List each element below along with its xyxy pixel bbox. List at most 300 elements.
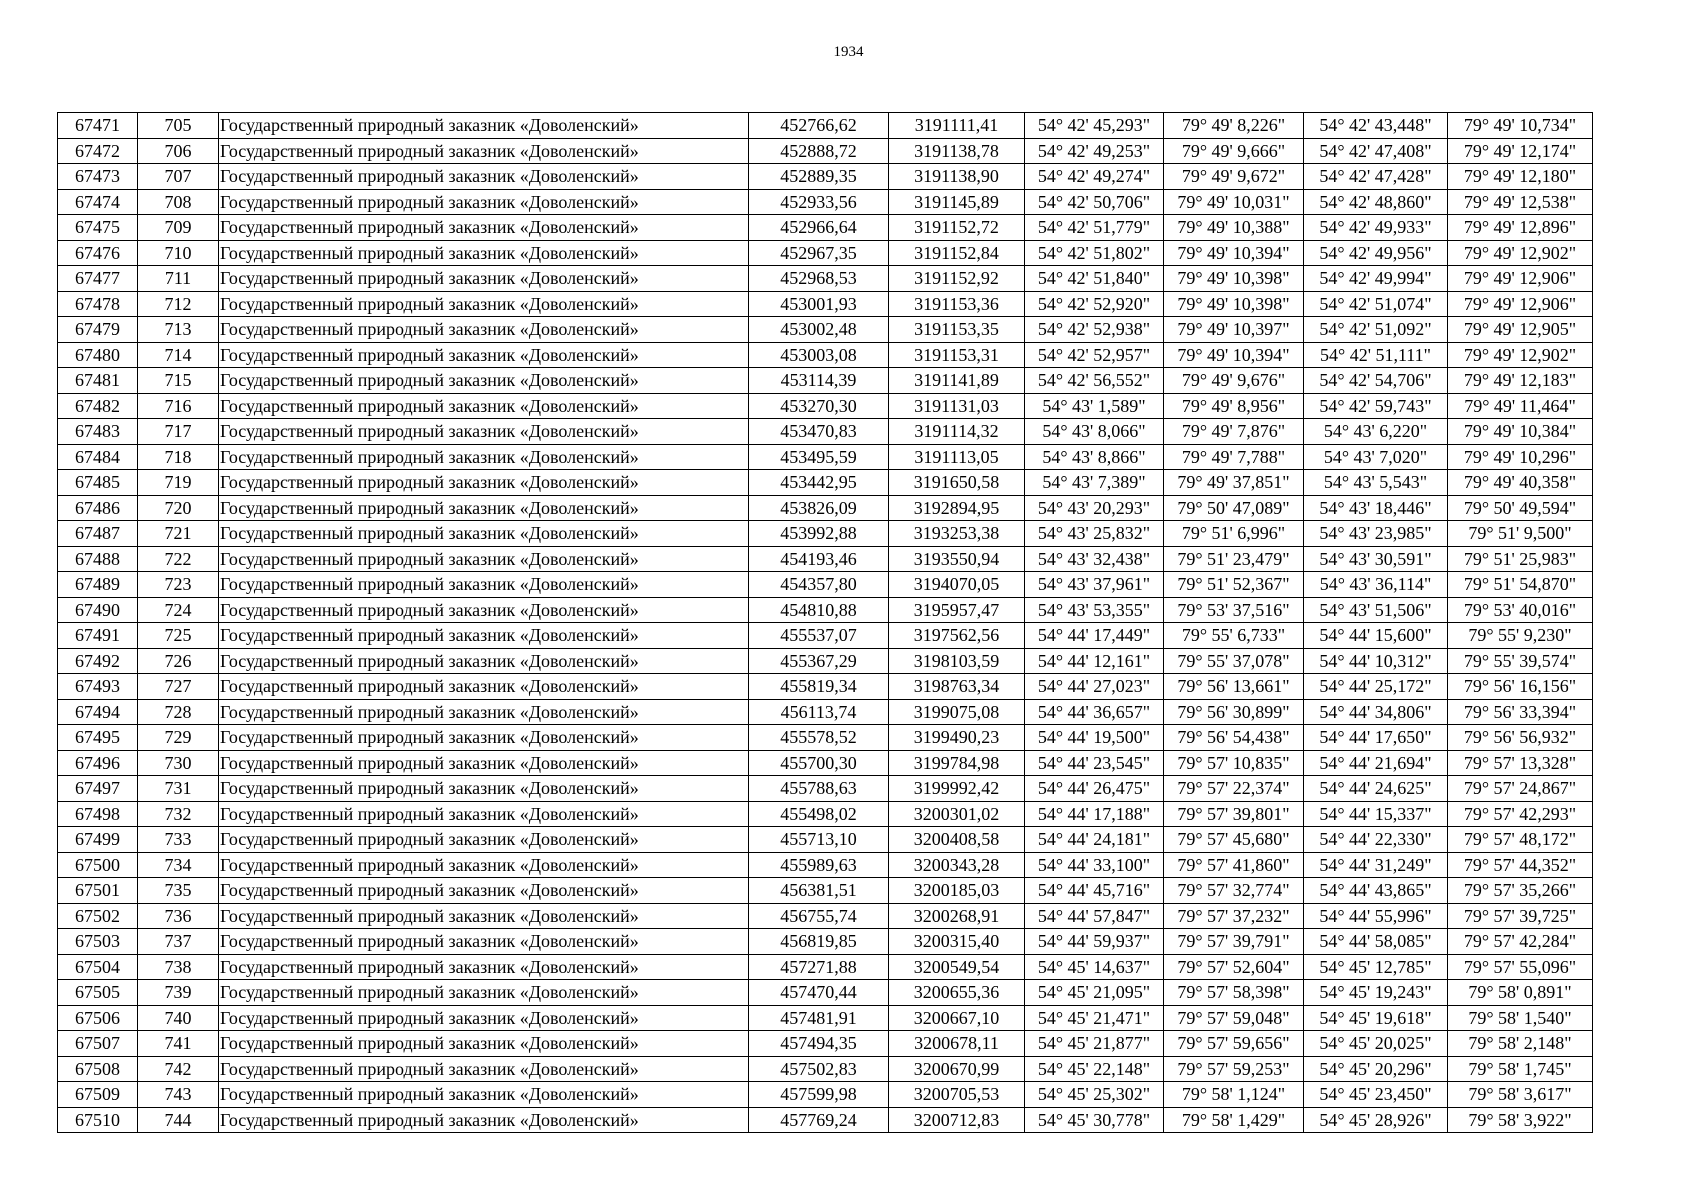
latitude-2-cell: 54° 42' 49,994" bbox=[1304, 266, 1448, 292]
latitude-2-cell: 54° 43' 23,985" bbox=[1304, 521, 1448, 547]
record-number-cell: 67476 bbox=[58, 240, 138, 266]
table-row bbox=[58, 495, 1593, 521]
latitude-2-cell: 54° 45' 28,926" bbox=[1304, 1107, 1448, 1133]
longitude-1-cell: 79° 57' 32,774" bbox=[1164, 878, 1304, 904]
latitude-1-cell: 54° 42' 56,552" bbox=[1025, 368, 1164, 394]
point-number-cell: 727 bbox=[138, 674, 219, 700]
latitude-1-cell: 54° 45' 21,095" bbox=[1025, 980, 1164, 1006]
longitude-2-cell: 79° 57' 35,266" bbox=[1448, 878, 1593, 904]
coord-y-cell: 3198763,34 bbox=[889, 674, 1025, 700]
coord-x-cell: 455713,10 bbox=[749, 827, 889, 853]
latitude-2-cell: 54° 43' 18,446" bbox=[1304, 495, 1448, 521]
longitude-1-cell: 79° 49' 9,666" bbox=[1164, 138, 1304, 164]
longitude-2-cell: 79° 49' 10,384" bbox=[1448, 419, 1593, 445]
territory-name-cell: Государственный природный заказник «Доволенский» bbox=[219, 240, 749, 266]
latitude-1-cell: 54° 44' 23,545" bbox=[1025, 750, 1164, 776]
point-number-cell: 713 bbox=[138, 317, 219, 343]
record-number-cell: 67481 bbox=[58, 368, 138, 394]
coord-x-cell: 456113,74 bbox=[749, 699, 889, 725]
latitude-1-cell: 54° 44' 26,475" bbox=[1025, 776, 1164, 802]
latitude-2-cell: 54° 44' 10,312" bbox=[1304, 648, 1448, 674]
territory-name-cell: Государственный природный заказник «Доволенский» bbox=[219, 699, 749, 725]
latitude-2-cell: 54° 42' 47,428" bbox=[1304, 164, 1448, 190]
territory-name-cell: Государственный природный заказник «Доволенский» bbox=[219, 597, 749, 623]
territory-name-cell: Государственный природный заказник «Доволенский» bbox=[219, 1107, 749, 1133]
record-number-cell: 67496 bbox=[58, 750, 138, 776]
point-number-cell: 711 bbox=[138, 266, 219, 292]
record-number-cell: 67473 bbox=[58, 164, 138, 190]
latitude-1-cell: 54° 44' 33,100" bbox=[1025, 852, 1164, 878]
territory-name-cell: Государственный природный заказник «Доволенский» bbox=[219, 215, 749, 241]
record-number-cell: 67491 bbox=[58, 623, 138, 649]
coord-x-cell: 455700,30 bbox=[749, 750, 889, 776]
longitude-2-cell: 79° 58' 1,745" bbox=[1448, 1056, 1593, 1082]
longitude-1-cell: 79° 51' 23,479" bbox=[1164, 546, 1304, 572]
latitude-1-cell: 54° 44' 59,937" bbox=[1025, 929, 1164, 955]
longitude-2-cell: 79° 56' 33,394" bbox=[1448, 699, 1593, 725]
coord-x-cell: 452888,72 bbox=[749, 138, 889, 164]
latitude-1-cell: 54° 42' 45,293" bbox=[1025, 113, 1164, 139]
territory-name-cell: Государственный природный заказник «Доволенский» bbox=[219, 470, 749, 496]
point-number-cell: 705 bbox=[138, 113, 219, 139]
page-number: 1934 bbox=[833, 44, 864, 60]
longitude-2-cell: 79° 57' 48,172" bbox=[1448, 827, 1593, 853]
table-row bbox=[58, 699, 1593, 725]
territory-name-cell: Государственный природный заказник «Доволенский» bbox=[219, 444, 749, 470]
longitude-1-cell: 79° 49' 10,031" bbox=[1164, 189, 1304, 215]
coord-x-cell: 457470,44 bbox=[749, 980, 889, 1006]
longitude-1-cell: 79° 49' 10,398" bbox=[1164, 266, 1304, 292]
coord-x-cell: 456819,85 bbox=[749, 929, 889, 955]
territory-name-cell: Государственный природный заказник «Доволенский» bbox=[219, 342, 749, 368]
longitude-2-cell: 79° 49' 40,358" bbox=[1448, 470, 1593, 496]
latitude-2-cell: 54° 42' 59,743" bbox=[1304, 393, 1448, 419]
longitude-2-cell: 79° 49' 12,180" bbox=[1448, 164, 1593, 190]
coordinates-table bbox=[57, 112, 1593, 1133]
territory-name-cell: Государственный природный заказник «Доволенский» bbox=[219, 138, 749, 164]
coord-x-cell: 457599,98 bbox=[749, 1082, 889, 1108]
latitude-2-cell: 54° 42' 51,111" bbox=[1304, 342, 1448, 368]
coord-x-cell: 455537,07 bbox=[749, 623, 889, 649]
record-number-cell: 67499 bbox=[58, 827, 138, 853]
latitude-1-cell: 54° 45' 30,778" bbox=[1025, 1107, 1164, 1133]
latitude-2-cell: 54° 43' 51,506" bbox=[1304, 597, 1448, 623]
coord-y-cell: 3200670,99 bbox=[889, 1056, 1025, 1082]
longitude-1-cell: 79° 51' 52,367" bbox=[1164, 572, 1304, 598]
latitude-2-cell: 54° 44' 21,694" bbox=[1304, 750, 1448, 776]
longitude-2-cell: 79° 57' 24,867" bbox=[1448, 776, 1593, 802]
coord-y-cell: 3191153,31 bbox=[889, 342, 1025, 368]
point-number-cell: 712 bbox=[138, 291, 219, 317]
territory-name-cell: Государственный природный заказник «Доволенский» bbox=[219, 266, 749, 292]
coord-y-cell: 3200712,83 bbox=[889, 1107, 1025, 1133]
latitude-1-cell: 54° 44' 57,847" bbox=[1025, 903, 1164, 929]
point-number-cell: 717 bbox=[138, 419, 219, 445]
coord-x-cell: 452766,62 bbox=[749, 113, 889, 139]
record-number-cell: 67504 bbox=[58, 954, 138, 980]
latitude-1-cell: 54° 43' 8,866" bbox=[1025, 444, 1164, 470]
point-number-cell: 722 bbox=[138, 546, 219, 572]
table-row bbox=[58, 725, 1593, 751]
coord-y-cell: 3197562,56 bbox=[889, 623, 1025, 649]
coord-x-cell: 453270,30 bbox=[749, 393, 889, 419]
territory-name-cell: Государственный природный заказник «Доволенский» bbox=[219, 878, 749, 904]
record-number-cell: 67506 bbox=[58, 1005, 138, 1031]
longitude-1-cell: 79° 57' 59,048" bbox=[1164, 1005, 1304, 1031]
longitude-2-cell: 79° 51' 9,500" bbox=[1448, 521, 1593, 547]
territory-name-cell: Государственный природный заказник «Доволенский» bbox=[219, 113, 749, 139]
point-number-cell: 739 bbox=[138, 980, 219, 1006]
coord-x-cell: 452889,35 bbox=[749, 164, 889, 190]
latitude-1-cell: 54° 43' 7,389" bbox=[1025, 470, 1164, 496]
record-number-cell: 67487 bbox=[58, 521, 138, 547]
latitude-1-cell: 54° 45' 21,471" bbox=[1025, 1005, 1164, 1031]
latitude-2-cell: 54° 43' 5,543" bbox=[1304, 470, 1448, 496]
latitude-1-cell: 54° 45' 14,637" bbox=[1025, 954, 1164, 980]
territory-name-cell: Государственный природный заказник «Доволенский» bbox=[219, 521, 749, 547]
latitude-2-cell: 54° 44' 25,172" bbox=[1304, 674, 1448, 700]
coord-y-cell: 3194070,05 bbox=[889, 572, 1025, 598]
coord-x-cell: 457769,24 bbox=[749, 1107, 889, 1133]
territory-name-cell: Государственный природный заказник «Доволенский» bbox=[219, 189, 749, 215]
latitude-1-cell: 54° 43' 25,832" bbox=[1025, 521, 1164, 547]
coord-x-cell: 453114,39 bbox=[749, 368, 889, 394]
table-row bbox=[58, 342, 1593, 368]
coord-x-cell: 453002,48 bbox=[749, 317, 889, 343]
territory-name-cell: Государственный природный заказник «Доволенский» bbox=[219, 572, 749, 598]
record-number-cell: 67472 bbox=[58, 138, 138, 164]
table-row bbox=[58, 164, 1593, 190]
coord-y-cell: 3191152,84 bbox=[889, 240, 1025, 266]
table-row bbox=[58, 444, 1593, 470]
point-number-cell: 742 bbox=[138, 1056, 219, 1082]
coord-y-cell: 3200301,02 bbox=[889, 801, 1025, 827]
coord-y-cell: 3200315,40 bbox=[889, 929, 1025, 955]
territory-name-cell: Государственный природный заказник «Доволенский» bbox=[219, 1082, 749, 1108]
point-number-cell: 740 bbox=[138, 1005, 219, 1031]
table-row bbox=[58, 980, 1593, 1006]
point-number-cell: 734 bbox=[138, 852, 219, 878]
coord-x-cell: 454193,46 bbox=[749, 546, 889, 572]
coord-y-cell: 3200268,91 bbox=[889, 903, 1025, 929]
record-number-cell: 67501 bbox=[58, 878, 138, 904]
coord-x-cell: 455578,52 bbox=[749, 725, 889, 751]
longitude-2-cell: 79° 55' 9,230" bbox=[1448, 623, 1593, 649]
coord-x-cell: 453495,59 bbox=[749, 444, 889, 470]
latitude-2-cell: 54° 43' 36,114" bbox=[1304, 572, 1448, 598]
point-number-cell: 732 bbox=[138, 801, 219, 827]
coord-x-cell: 455498,02 bbox=[749, 801, 889, 827]
coord-y-cell: 3191152,72 bbox=[889, 215, 1025, 241]
coord-y-cell: 3200343,28 bbox=[889, 852, 1025, 878]
latitude-2-cell: 54° 43' 30,591" bbox=[1304, 546, 1448, 572]
territory-name-cell: Государственный природный заказник «Доволенский» bbox=[219, 1056, 749, 1082]
record-number-cell: 67509 bbox=[58, 1082, 138, 1108]
table-row bbox=[58, 546, 1593, 572]
longitude-1-cell: 79° 55' 6,733" bbox=[1164, 623, 1304, 649]
coord-y-cell: 3192894,95 bbox=[889, 495, 1025, 521]
longitude-2-cell: 79° 49' 10,296" bbox=[1448, 444, 1593, 470]
latitude-2-cell: 54° 42' 47,408" bbox=[1304, 138, 1448, 164]
latitude-1-cell: 54° 44' 17,449" bbox=[1025, 623, 1164, 649]
table-row bbox=[58, 954, 1593, 980]
coord-x-cell: 454810,88 bbox=[749, 597, 889, 623]
latitude-2-cell: 54° 45' 23,450" bbox=[1304, 1082, 1448, 1108]
coord-x-cell: 452967,35 bbox=[749, 240, 889, 266]
point-number-cell: 730 bbox=[138, 750, 219, 776]
latitude-2-cell: 54° 42' 49,956" bbox=[1304, 240, 1448, 266]
longitude-2-cell: 79° 58' 0,891" bbox=[1448, 980, 1593, 1006]
coord-y-cell: 3200678,11 bbox=[889, 1031, 1025, 1057]
longitude-2-cell: 79° 49' 12,902" bbox=[1448, 240, 1593, 266]
territory-name-cell: Государственный природный заказник «Доволенский» bbox=[219, 1031, 749, 1057]
latitude-2-cell: 54° 43' 6,220" bbox=[1304, 419, 1448, 445]
territory-name-cell: Государственный природный заказник «Доволенский» bbox=[219, 827, 749, 853]
longitude-2-cell: 79° 57' 42,293" bbox=[1448, 801, 1593, 827]
latitude-2-cell: 54° 42' 49,933" bbox=[1304, 215, 1448, 241]
longitude-1-cell: 79° 57' 10,835" bbox=[1164, 750, 1304, 776]
coordinates-table-body bbox=[58, 113, 1593, 1133]
table-row bbox=[58, 470, 1593, 496]
coord-y-cell: 3191111,41 bbox=[889, 113, 1025, 139]
longitude-1-cell: 79° 49' 37,851" bbox=[1164, 470, 1304, 496]
longitude-1-cell: 79° 49' 8,956" bbox=[1164, 393, 1304, 419]
longitude-2-cell: 79° 49' 12,183" bbox=[1448, 368, 1593, 394]
territory-name-cell: Государственный природный заказник «Доволенский» bbox=[219, 903, 749, 929]
coord-x-cell: 455819,34 bbox=[749, 674, 889, 700]
coord-x-cell: 455989,63 bbox=[749, 852, 889, 878]
table-row bbox=[58, 1082, 1593, 1108]
territory-name-cell: Государственный природный заказник «Доволенский» bbox=[219, 852, 749, 878]
coord-y-cell: 3193550,94 bbox=[889, 546, 1025, 572]
record-number-cell: 67471 bbox=[58, 113, 138, 139]
coord-x-cell: 453826,09 bbox=[749, 495, 889, 521]
latitude-2-cell: 54° 45' 12,785" bbox=[1304, 954, 1448, 980]
territory-name-cell: Государственный природный заказник «Доволенский» bbox=[219, 674, 749, 700]
longitude-1-cell: 79° 58' 1,124" bbox=[1164, 1082, 1304, 1108]
table-row bbox=[58, 903, 1593, 929]
point-number-cell: 720 bbox=[138, 495, 219, 521]
longitude-2-cell: 79° 55' 39,574" bbox=[1448, 648, 1593, 674]
longitude-2-cell: 79° 57' 44,352" bbox=[1448, 852, 1593, 878]
record-number-cell: 67482 bbox=[58, 393, 138, 419]
coord-x-cell: 453001,93 bbox=[749, 291, 889, 317]
point-number-cell: 728 bbox=[138, 699, 219, 725]
record-number-cell: 67488 bbox=[58, 546, 138, 572]
latitude-1-cell: 54° 43' 8,066" bbox=[1025, 419, 1164, 445]
point-number-cell: 738 bbox=[138, 954, 219, 980]
latitude-2-cell: 54° 42' 43,448" bbox=[1304, 113, 1448, 139]
territory-name-cell: Государственный природный заказник «Доволенский» bbox=[219, 164, 749, 190]
territory-name-cell: Государственный природный заказник «Доволенский» bbox=[219, 980, 749, 1006]
coord-y-cell: 3191138,78 bbox=[889, 138, 1025, 164]
table-row bbox=[58, 1005, 1593, 1031]
point-number-cell: 707 bbox=[138, 164, 219, 190]
longitude-1-cell: 79° 57' 59,253" bbox=[1164, 1056, 1304, 1082]
coord-y-cell: 3200667,10 bbox=[889, 1005, 1025, 1031]
point-number-cell: 721 bbox=[138, 521, 219, 547]
coord-y-cell: 3191152,92 bbox=[889, 266, 1025, 292]
longitude-2-cell: 79° 51' 25,983" bbox=[1448, 546, 1593, 572]
point-number-cell: 724 bbox=[138, 597, 219, 623]
table-row bbox=[58, 572, 1593, 598]
latitude-1-cell: 54° 44' 12,161" bbox=[1025, 648, 1164, 674]
longitude-1-cell: 79° 58' 1,429" bbox=[1164, 1107, 1304, 1133]
record-number-cell: 67498 bbox=[58, 801, 138, 827]
longitude-2-cell: 79° 49' 12,905" bbox=[1448, 317, 1593, 343]
longitude-2-cell: 79° 49' 12,902" bbox=[1448, 342, 1593, 368]
record-number-cell: 67500 bbox=[58, 852, 138, 878]
coord-y-cell: 3191141,89 bbox=[889, 368, 1025, 394]
coord-y-cell: 3191650,58 bbox=[889, 470, 1025, 496]
longitude-2-cell: 79° 57' 39,725" bbox=[1448, 903, 1593, 929]
longitude-2-cell: 79° 50' 49,594" bbox=[1448, 495, 1593, 521]
point-number-cell: 737 bbox=[138, 929, 219, 955]
table-row bbox=[58, 801, 1593, 827]
table-row bbox=[58, 1056, 1593, 1082]
table-row bbox=[58, 776, 1593, 802]
table-row bbox=[58, 878, 1593, 904]
table-row bbox=[58, 240, 1593, 266]
table-row bbox=[58, 393, 1593, 419]
latitude-1-cell: 54° 44' 24,181" bbox=[1025, 827, 1164, 853]
longitude-1-cell: 79° 57' 39,791" bbox=[1164, 929, 1304, 955]
longitude-2-cell: 79° 57' 42,284" bbox=[1448, 929, 1593, 955]
table-row bbox=[58, 138, 1593, 164]
record-number-cell: 67483 bbox=[58, 419, 138, 445]
point-number-cell: 735 bbox=[138, 878, 219, 904]
coord-x-cell: 457271,88 bbox=[749, 954, 889, 980]
latitude-1-cell: 54° 42' 50,706" bbox=[1025, 189, 1164, 215]
longitude-2-cell: 79° 49' 12,896" bbox=[1448, 215, 1593, 241]
latitude-1-cell: 54° 44' 17,188" bbox=[1025, 801, 1164, 827]
point-number-cell: 709 bbox=[138, 215, 219, 241]
latitude-2-cell: 54° 45' 20,025" bbox=[1304, 1031, 1448, 1057]
coord-y-cell: 3191145,89 bbox=[889, 189, 1025, 215]
coord-y-cell: 3198103,59 bbox=[889, 648, 1025, 674]
longitude-2-cell: 79° 58' 1,540" bbox=[1448, 1005, 1593, 1031]
coord-x-cell: 457502,83 bbox=[749, 1056, 889, 1082]
longitude-1-cell: 79° 49' 10,388" bbox=[1164, 215, 1304, 241]
coord-x-cell: 453470,83 bbox=[749, 419, 889, 445]
record-number-cell: 67479 bbox=[58, 317, 138, 343]
latitude-1-cell: 54° 44' 45,716" bbox=[1025, 878, 1164, 904]
point-number-cell: 706 bbox=[138, 138, 219, 164]
latitude-1-cell: 54° 42' 49,253" bbox=[1025, 138, 1164, 164]
longitude-1-cell: 79° 55' 37,078" bbox=[1164, 648, 1304, 674]
record-number-cell: 67486 bbox=[58, 495, 138, 521]
table-row bbox=[58, 1031, 1593, 1057]
latitude-1-cell: 54° 42' 52,957" bbox=[1025, 342, 1164, 368]
longitude-1-cell: 79° 49' 10,398" bbox=[1164, 291, 1304, 317]
longitude-1-cell: 79° 56' 30,899" bbox=[1164, 699, 1304, 725]
latitude-2-cell: 54° 42' 51,074" bbox=[1304, 291, 1448, 317]
record-number-cell: 67484 bbox=[58, 444, 138, 470]
table-row bbox=[58, 521, 1593, 547]
latitude-1-cell: 54° 43' 20,293" bbox=[1025, 495, 1164, 521]
longitude-2-cell: 79° 58' 3,617" bbox=[1448, 1082, 1593, 1108]
record-number-cell: 67485 bbox=[58, 470, 138, 496]
coord-y-cell: 3199490,23 bbox=[889, 725, 1025, 751]
latitude-2-cell: 54° 44' 43,865" bbox=[1304, 878, 1448, 904]
longitude-1-cell: 79° 50' 47,089" bbox=[1164, 495, 1304, 521]
longitude-1-cell: 79° 49' 7,876" bbox=[1164, 419, 1304, 445]
longitude-2-cell: 79° 57' 55,096" bbox=[1448, 954, 1593, 980]
latitude-1-cell: 54° 45' 21,877" bbox=[1025, 1031, 1164, 1057]
record-number-cell: 67489 bbox=[58, 572, 138, 598]
latitude-1-cell: 54° 43' 53,355" bbox=[1025, 597, 1164, 623]
point-number-cell: 714 bbox=[138, 342, 219, 368]
coord-y-cell: 3200408,58 bbox=[889, 827, 1025, 853]
latitude-1-cell: 54° 45' 22,148" bbox=[1025, 1056, 1164, 1082]
longitude-1-cell: 79° 49' 10,397" bbox=[1164, 317, 1304, 343]
latitude-2-cell: 54° 44' 55,996" bbox=[1304, 903, 1448, 929]
table-row bbox=[58, 852, 1593, 878]
coord-y-cell: 3200549,54 bbox=[889, 954, 1025, 980]
point-number-cell: 723 bbox=[138, 572, 219, 598]
point-number-cell: 731 bbox=[138, 776, 219, 802]
latitude-1-cell: 54° 43' 32,438" bbox=[1025, 546, 1164, 572]
longitude-2-cell: 79° 58' 2,148" bbox=[1448, 1031, 1593, 1057]
territory-name-cell: Государственный природный заказник «Доволенский» bbox=[219, 801, 749, 827]
record-number-cell: 67480 bbox=[58, 342, 138, 368]
coord-x-cell: 452966,64 bbox=[749, 215, 889, 241]
coord-x-cell: 455788,63 bbox=[749, 776, 889, 802]
coord-x-cell: 452933,56 bbox=[749, 189, 889, 215]
latitude-2-cell: 54° 44' 15,600" bbox=[1304, 623, 1448, 649]
territory-name-cell: Государственный природный заказник «Доволенский» bbox=[219, 648, 749, 674]
record-number-cell: 67507 bbox=[58, 1031, 138, 1057]
table-row bbox=[58, 215, 1593, 241]
table-row bbox=[58, 113, 1593, 139]
territory-name-cell: Государственный природный заказник «Доволенский» bbox=[219, 750, 749, 776]
coord-y-cell: 3191114,32 bbox=[889, 419, 1025, 445]
longitude-2-cell: 79° 49' 12,538" bbox=[1448, 189, 1593, 215]
table-row bbox=[58, 368, 1593, 394]
record-number-cell: 67490 bbox=[58, 597, 138, 623]
point-number-cell: 718 bbox=[138, 444, 219, 470]
point-number-cell: 741 bbox=[138, 1031, 219, 1057]
territory-name-cell: Государственный природный заказник «Доволенский» bbox=[219, 725, 749, 751]
latitude-2-cell: 54° 44' 58,085" bbox=[1304, 929, 1448, 955]
table-row bbox=[58, 597, 1593, 623]
longitude-1-cell: 79° 56' 13,661" bbox=[1164, 674, 1304, 700]
record-number-cell: 67492 bbox=[58, 648, 138, 674]
table-row bbox=[58, 648, 1593, 674]
coord-y-cell: 3200185,03 bbox=[889, 878, 1025, 904]
point-number-cell: 743 bbox=[138, 1082, 219, 1108]
coord-x-cell: 453442,95 bbox=[749, 470, 889, 496]
latitude-1-cell: 54° 42' 51,802" bbox=[1025, 240, 1164, 266]
point-number-cell: 744 bbox=[138, 1107, 219, 1133]
point-number-cell: 725 bbox=[138, 623, 219, 649]
point-number-cell: 726 bbox=[138, 648, 219, 674]
coord-x-cell: 456381,51 bbox=[749, 878, 889, 904]
territory-name-cell: Государственный природный заказник «Доволенский» bbox=[219, 623, 749, 649]
coord-y-cell: 3199784,98 bbox=[889, 750, 1025, 776]
latitude-2-cell: 54° 44' 31,249" bbox=[1304, 852, 1448, 878]
longitude-2-cell: 79° 49' 11,464" bbox=[1448, 393, 1593, 419]
coord-y-cell: 3193253,38 bbox=[889, 521, 1025, 547]
latitude-1-cell: 54° 42' 51,840" bbox=[1025, 266, 1164, 292]
coord-y-cell: 3191153,36 bbox=[889, 291, 1025, 317]
record-number-cell: 67505 bbox=[58, 980, 138, 1006]
longitude-1-cell: 79° 57' 52,604" bbox=[1164, 954, 1304, 980]
point-number-cell: 715 bbox=[138, 368, 219, 394]
coord-y-cell: 3200705,53 bbox=[889, 1082, 1025, 1108]
longitude-2-cell: 79° 49' 12,906" bbox=[1448, 291, 1593, 317]
latitude-2-cell: 54° 42' 54,706" bbox=[1304, 368, 1448, 394]
